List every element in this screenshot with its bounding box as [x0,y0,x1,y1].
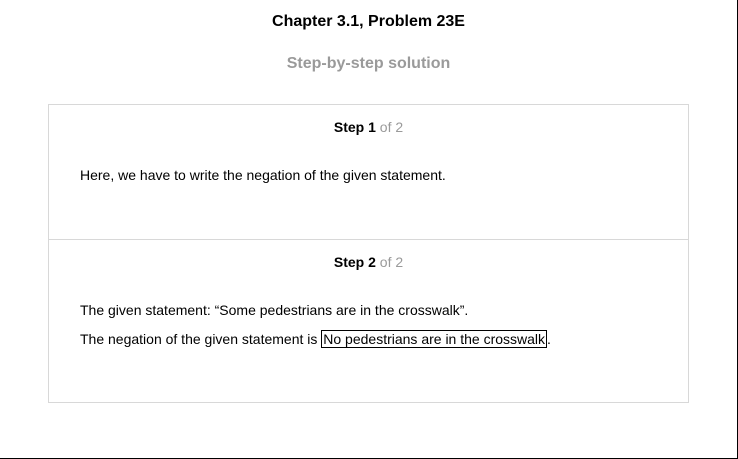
chapter-title: Chapter 3.1, Problem 23E [272,13,465,30]
step-2-given-statement: The given statement: “Some pedestrians are in the crosswalk”. [80,302,469,318]
step-1-word: Step [333,119,365,135]
step-1-text: Here, we have to write the negation of the given statement. [80,167,446,183]
negation-suffix: . [547,331,551,347]
step-1-section [49,105,688,240]
negation-prefix: The negation of the given statement is [80,331,322,347]
step-1-of-total: of 2 [379,119,404,135]
step-1-number: 1 [368,119,376,135]
step-1-heading [49,119,688,135]
steps-container [48,104,689,403]
step-2-word: Step [333,254,365,270]
step-2-negation-line [80,331,551,347]
step-2-number: 2 [368,254,376,270]
boxed-answer: No pedestrians are in the crosswalk [323,331,546,347]
step-2-section [49,240,688,402]
step-2-heading [49,254,688,270]
step-2-of-total: of 2 [379,254,404,270]
solution-subtitle: Step-by-step solution [286,55,451,72]
